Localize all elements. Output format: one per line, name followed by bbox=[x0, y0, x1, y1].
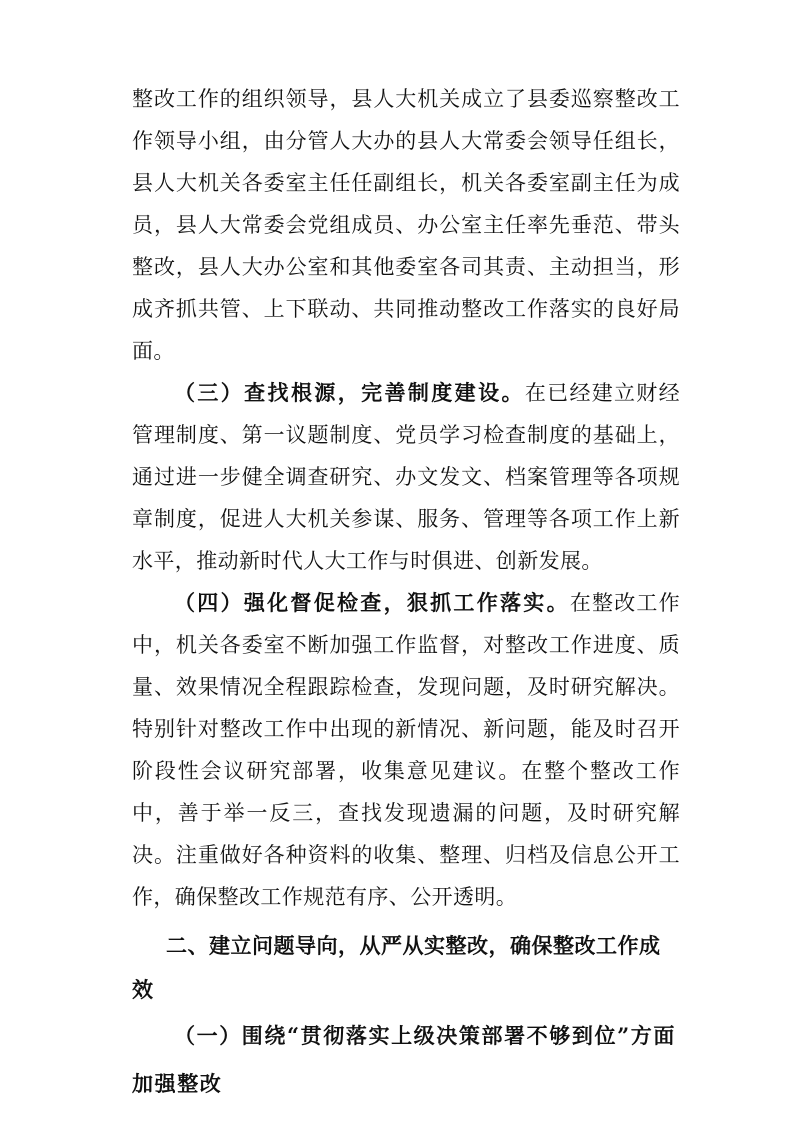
section-heading: 二、建立问题导向，从严从实整改，确保整改工作成效 bbox=[132, 934, 661, 1002]
paragraph-supervision-inspection bbox=[132, 582, 680, 918]
paragraph-text: 整改工作的组织领导，县人大机关成立了县委巡察整改工作领导小组，由分管人大办的县人大常委会领导任组长，县人大机关各委室主任任副组长，机关各委室副主任为成员，县人大常委会党组成员、办公室主任率先垂范、带头整改，县人大办公室和其他委室各司其责、主动担当，形成齐抓共管、上下联动、共同推动整改工作落实的良好局面。 bbox=[132, 87, 680, 363]
paragraph-organization-leadership bbox=[132, 78, 680, 372]
paragraph-text: 在已经建立财经管理制度、第一议题制度、党员学习检查制度的基础上，通过进一步健全调查研究、办文发文、档案管理等各项规章制度，促进人大机关参谋、服务、管理等各项工作上新水平，推动新时代人大工作与时俱进、创新发展。 bbox=[132, 381, 680, 573]
paragraph-system-building bbox=[132, 372, 680, 582]
sub-heading: （一）围绕“贯彻落实上级决策部署不够到位”方面加强整改 bbox=[132, 1023, 676, 1096]
paragraph-lead: （四）强化督促检查，狠抓工作落实。 bbox=[174, 590, 570, 615]
paragraph-lead: （三）查找根源，完善制度建设。 bbox=[174, 380, 525, 405]
document-body bbox=[132, 78, 680, 1108]
paragraph-text: 在整改工作中，机关各委室不断加强工作监督，对整改工作进度、质量、效果情况全程跟踪检查，发现问题，及时研究解决。特别针对整改工作中出现的新情况、新问题，能及时召开阶段性会议研究部署，收集意见建议。在整个整改工作中，善于举一反三，查找发现遗漏的问题，及时研究解决。注重做好各种资料的收集、整理、归档及信息公开工作，确保整改工作规范有序、公开透明。 bbox=[132, 591, 681, 909]
